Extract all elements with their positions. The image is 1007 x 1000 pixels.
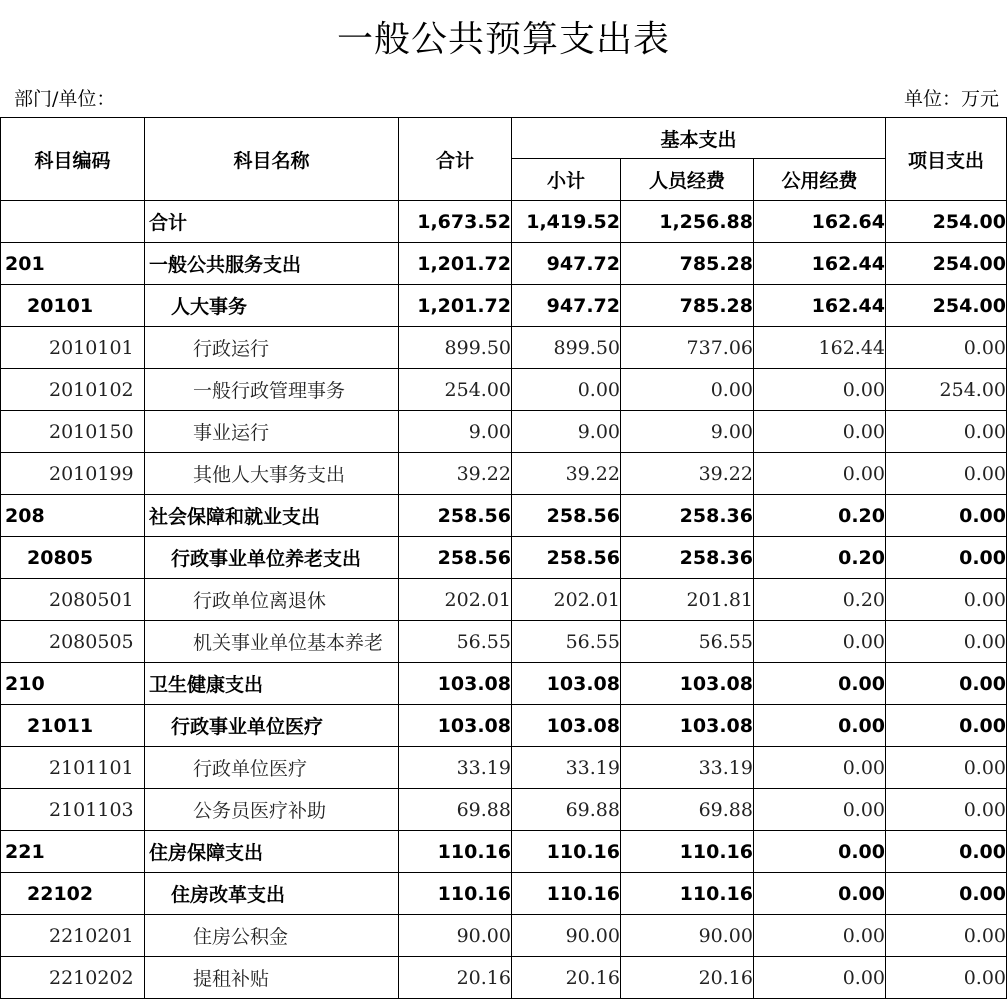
cell-total: 258.56 — [399, 537, 512, 579]
cell-subtotal: 103.08 — [512, 663, 621, 705]
cell-name: 行政单位离退休 — [145, 579, 399, 621]
department-label: 部门/单位： — [14, 88, 116, 110]
table-row — [1, 201, 1007, 243]
cell-personnel: 103.08 — [621, 663, 754, 705]
cell-personnel: 110.16 — [621, 873, 754, 915]
table-row — [1, 621, 1007, 663]
cell-public: 0.20 — [754, 537, 886, 579]
table-row — [1, 579, 1007, 621]
cell-total: 9.00 — [399, 411, 512, 453]
cell-public: 0.20 — [754, 495, 886, 537]
cell-subtotal: 90.00 — [512, 915, 621, 957]
cell-name: 住房公积金 — [145, 915, 399, 957]
cell-code: 20101 — [1, 285, 145, 327]
cell-subtotal: 56.55 — [512, 621, 621, 663]
cell-personnel: 0.00 — [621, 369, 754, 411]
cell-subtotal: 258.56 — [512, 537, 621, 579]
cell-project: 0.00 — [886, 789, 1007, 831]
cell-public: 0.00 — [754, 873, 886, 915]
cell-public: 0.00 — [754, 621, 886, 663]
cell-code: 208 — [1, 495, 145, 537]
cell-name: 一般行政管理事务 — [145, 369, 399, 411]
table-header — [1, 118, 1007, 201]
cell-subtotal: 947.72 — [512, 243, 621, 285]
cell-code: 221 — [1, 831, 145, 873]
cell-personnel: 56.55 — [621, 621, 754, 663]
cell-name: 住房保障支出 — [145, 831, 399, 873]
cell-public: 162.44 — [754, 243, 886, 285]
cell-total: 1,201.72 — [399, 243, 512, 285]
cell-total: 110.16 — [399, 831, 512, 873]
cell-total: 103.08 — [399, 663, 512, 705]
cell-total: 103.08 — [399, 705, 512, 747]
cell-personnel: 201.81 — [621, 579, 754, 621]
cell-personnel: 33.19 — [621, 747, 754, 789]
table-row — [1, 915, 1007, 957]
cell-code: 2010199 — [1, 453, 145, 495]
cell-name: 人大事务 — [145, 285, 399, 327]
cell-total: 258.56 — [399, 495, 512, 537]
cell-subtotal: 110.16 — [512, 873, 621, 915]
cell-subtotal: 69.88 — [512, 789, 621, 831]
cell-name: 行政单位医疗 — [145, 747, 399, 789]
header-total: 合计 — [399, 118, 512, 201]
cell-total: 899.50 — [399, 327, 512, 369]
cell-project: 0.00 — [886, 537, 1007, 579]
cell-subtotal: 947.72 — [512, 285, 621, 327]
table-row — [1, 453, 1007, 495]
cell-personnel: 1,256.88 — [621, 201, 754, 243]
cell-subtotal: 0.00 — [512, 369, 621, 411]
header-code: 科目编码 — [1, 118, 145, 201]
table-row — [1, 747, 1007, 789]
cell-project: 0.00 — [886, 621, 1007, 663]
cell-public: 0.00 — [754, 411, 886, 453]
table-row — [1, 495, 1007, 537]
cell-total: 202.01 — [399, 579, 512, 621]
cell-project: 0.00 — [886, 411, 1007, 453]
cell-code: 2010101 — [1, 327, 145, 369]
cell-public: 0.20 — [754, 579, 886, 621]
cell-total: 110.16 — [399, 873, 512, 915]
cell-total: 254.00 — [399, 369, 512, 411]
cell-code: 2101101 — [1, 747, 145, 789]
cell-project: 0.00 — [886, 705, 1007, 747]
cell-public: 162.44 — [754, 327, 886, 369]
cell-total: 20.16 — [399, 957, 512, 999]
cell-subtotal: 1,419.52 — [512, 201, 621, 243]
cell-total: 56.55 — [399, 621, 512, 663]
budget-table — [0, 117, 1007, 999]
table-row — [1, 243, 1007, 285]
cell-personnel: 785.28 — [621, 285, 754, 327]
cell-project: 0.00 — [886, 327, 1007, 369]
cell-name: 提租补贴 — [145, 957, 399, 999]
cell-code: 22102 — [1, 873, 145, 915]
cell-code: 2080505 — [1, 621, 145, 663]
header-subtotal: 小计 — [512, 159, 621, 201]
cell-public: 162.44 — [754, 285, 886, 327]
cell-project: 0.00 — [886, 831, 1007, 873]
cell-project: 0.00 — [886, 663, 1007, 705]
header-name: 科目名称 — [145, 118, 399, 201]
unit-label: 单位：万元 — [903, 88, 999, 110]
cell-subtotal: 20.16 — [512, 957, 621, 999]
cell-project: 0.00 — [886, 915, 1007, 957]
cell-public: 0.00 — [754, 453, 886, 495]
cell-total: 1,201.72 — [399, 285, 512, 327]
cell-public: 0.00 — [754, 747, 886, 789]
cell-name: 住房改革支出 — [145, 873, 399, 915]
cell-name: 机关事业单位基本养老 — [145, 621, 399, 663]
cell-personnel: 737.06 — [621, 327, 754, 369]
cell-subtotal: 110.16 — [512, 831, 621, 873]
cell-personnel: 110.16 — [621, 831, 754, 873]
cell-project: 254.00 — [886, 285, 1007, 327]
cell-name: 行政事业单位医疗 — [145, 705, 399, 747]
cell-name: 公务员医疗补助 — [145, 789, 399, 831]
header-basic: 基本支出 — [512, 118, 886, 159]
cell-code: 2080501 — [1, 579, 145, 621]
cell-name: 一般公共服务支出 — [145, 243, 399, 285]
table-row — [1, 789, 1007, 831]
page-title: 一般公共预算支出表 — [336, 19, 670, 60]
header-project: 项目支出 — [886, 118, 1007, 201]
cell-code: 2210202 — [1, 957, 145, 999]
cell-project: 0.00 — [886, 579, 1007, 621]
cell-code: 2010102 — [1, 369, 145, 411]
cell-personnel: 9.00 — [621, 411, 754, 453]
cell-subtotal: 202.01 — [512, 579, 621, 621]
cell-name: 社会保障和就业支出 — [145, 495, 399, 537]
cell-personnel: 258.36 — [621, 537, 754, 579]
cell-public: 0.00 — [754, 663, 886, 705]
cell-personnel: 39.22 — [621, 453, 754, 495]
cell-project: 254.00 — [886, 201, 1007, 243]
header-public: 公用经费 — [754, 159, 886, 201]
cell-personnel: 103.08 — [621, 705, 754, 747]
table-row — [1, 663, 1007, 705]
cell-subtotal: 9.00 — [512, 411, 621, 453]
cell-project: 254.00 — [886, 369, 1007, 411]
cell-code: 21011 — [1, 705, 145, 747]
cell-name: 卫生健康支出 — [145, 663, 399, 705]
cell-personnel: 90.00 — [621, 915, 754, 957]
cell-public: 0.00 — [754, 705, 886, 747]
cell-code — [1, 201, 145, 243]
cell-public: 0.00 — [754, 369, 886, 411]
cell-public: 0.00 — [754, 789, 886, 831]
cell-code: 210 — [1, 663, 145, 705]
cell-name: 其他人大事务支出 — [145, 453, 399, 495]
cell-total: 33.19 — [399, 747, 512, 789]
cell-public: 162.64 — [754, 201, 886, 243]
cell-subtotal: 33.19 — [512, 747, 621, 789]
cell-subtotal: 899.50 — [512, 327, 621, 369]
cell-public: 0.00 — [754, 831, 886, 873]
cell-code: 20805 — [1, 537, 145, 579]
table-row — [1, 957, 1007, 999]
table-row — [1, 327, 1007, 369]
cell-code: 2210201 — [1, 915, 145, 957]
cell-public: 0.00 — [754, 915, 886, 957]
cell-project: 0.00 — [886, 873, 1007, 915]
cell-total: 39.22 — [399, 453, 512, 495]
table-row — [1, 831, 1007, 873]
cell-project: 0.00 — [886, 747, 1007, 789]
table-row — [1, 411, 1007, 453]
cell-total: 1,673.52 — [399, 201, 512, 243]
cell-name: 事业运行 — [145, 411, 399, 453]
header-personnel: 人员经费 — [621, 159, 754, 201]
cell-public: 0.00 — [754, 957, 886, 999]
cell-code: 2101103 — [1, 789, 145, 831]
table-row — [1, 705, 1007, 747]
cell-name: 行政事业单位养老支出 — [145, 537, 399, 579]
cell-subtotal: 39.22 — [512, 453, 621, 495]
cell-subtotal: 258.56 — [512, 495, 621, 537]
cell-name: 行政运行 — [145, 327, 399, 369]
cell-project: 254.00 — [886, 243, 1007, 285]
cell-project: 0.00 — [886, 495, 1007, 537]
cell-project: 0.00 — [886, 453, 1007, 495]
cell-total: 90.00 — [399, 915, 512, 957]
cell-code: 2010150 — [1, 411, 145, 453]
table-row — [1, 369, 1007, 411]
table-row — [1, 285, 1007, 327]
table-row — [1, 873, 1007, 915]
cell-personnel: 785.28 — [621, 243, 754, 285]
table-body — [1, 201, 1007, 999]
cell-project: 0.00 — [886, 957, 1007, 999]
cell-total: 69.88 — [399, 789, 512, 831]
cell-subtotal: 103.08 — [512, 705, 621, 747]
cell-personnel: 20.16 — [621, 957, 754, 999]
cell-code: 201 — [1, 243, 145, 285]
cell-personnel: 69.88 — [621, 789, 754, 831]
cell-personnel: 258.36 — [621, 495, 754, 537]
cell-name: 合计 — [145, 201, 399, 243]
table-row — [1, 537, 1007, 579]
